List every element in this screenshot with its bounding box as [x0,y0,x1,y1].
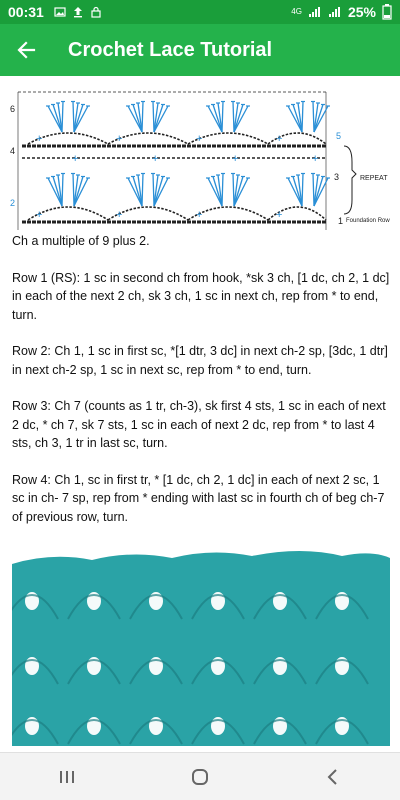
row-label-3: 3 [334,172,340,182]
svg-text:+: + [196,209,203,221]
svg-text:+: + [36,209,43,221]
upload-icon [72,6,84,18]
row-label-5: 5 [336,131,342,141]
recent-apps-button[interactable] [47,757,87,797]
row3-text: Row 3: Ch 7 (counts as 1 tr, ch-3), sk first 4 sts, 1 sc in each of next 2 dc, * ch 7, sk 7 sts, 1 sc in each of next 2 dc, rep from * to last 4 sts, ch 3, 1 tr in last sc, turn. [12,399,386,450]
svg-text:+: + [232,153,239,165]
status-bar [0,0,400,24]
svg-text:+: + [36,133,43,145]
crochet-diagram [8,82,392,234]
fan-motif [126,174,170,207]
row1-text: Row 1 (RS): 1 sc in second ch from hook, *sk 3 ch, [1 dc, ch 2, 1 dc] in each of the next 2 ch, sk 3 ch, 1 sc in next ch, rep from * to end, turn. [12,270,390,322]
lock-icon [90,6,102,18]
foundation-label: Foundation Row [346,218,390,224]
fan-motif [286,102,330,133]
fan-row-bottom [46,174,330,207]
intro-text: Ch a multiple of 9 plus 2. [12,234,150,248]
status-time: 00:31 [8,4,44,20]
recent-apps-icon [58,769,76,785]
back-button[interactable] [12,36,40,64]
svg-text:+: + [276,133,283,145]
battery-icon [382,4,392,20]
fan-motif [286,174,330,207]
row-label-4: 4 [10,146,16,156]
fan-motif [206,102,250,133]
row-label-6: 6 [10,104,16,114]
instructions [12,232,390,581]
home-button[interactable] [180,757,220,797]
fan-motif [126,102,170,133]
fan-motif [46,174,90,207]
app-bar [0,24,400,76]
network-type: 4G [291,7,302,16]
system-nav-bar [0,752,400,800]
svg-text:+: + [196,133,203,145]
page-title: Crochet Lace Tutorial [68,38,273,61]
row-label-2: 2 [10,198,16,208]
svg-text:+: + [72,153,79,165]
battery-percent: 25% [347,4,376,20]
home-icon [191,768,209,786]
content-scroll[interactable] [0,76,400,752]
fan-motif [206,174,250,207]
gallery-icon [54,6,66,18]
svg-text:+: + [276,209,283,221]
arrow-left-icon [16,40,36,60]
nav-back-icon [326,768,340,786]
row4-text: Row 4: Ch 1, sc in first tr, * [1 dc, ch 2, 1 dc] in each of next 2 sc, 1 sc in ch- 7 sp, rep from * ending with last sc in fourth ch of beg ch-7 of previous row, turn. [12,472,385,524]
svg-text:+: + [152,153,159,165]
signal-icon [308,6,322,18]
repeat-label: REPEAT [360,175,388,182]
fan-motif [46,102,90,133]
row-label-1: 1 [338,216,344,226]
fan-row-top [46,102,330,133]
svg-text:+: + [116,133,123,145]
svg-text:+: + [116,209,123,221]
svg-text:+: + [312,153,319,165]
swatch-photo [12,546,390,746]
signal-icon-2 [328,6,342,18]
row2-text: Row 2: Ch 1, 1 sc in first sc, *[1 dtr, 3 dc] in next ch-2 sp, [3dc, 1 dtr] in next ch-2 sp, 1 sc in next sc, rep from * to end, turn. [12,344,388,377]
nav-back-button[interactable] [313,757,353,797]
